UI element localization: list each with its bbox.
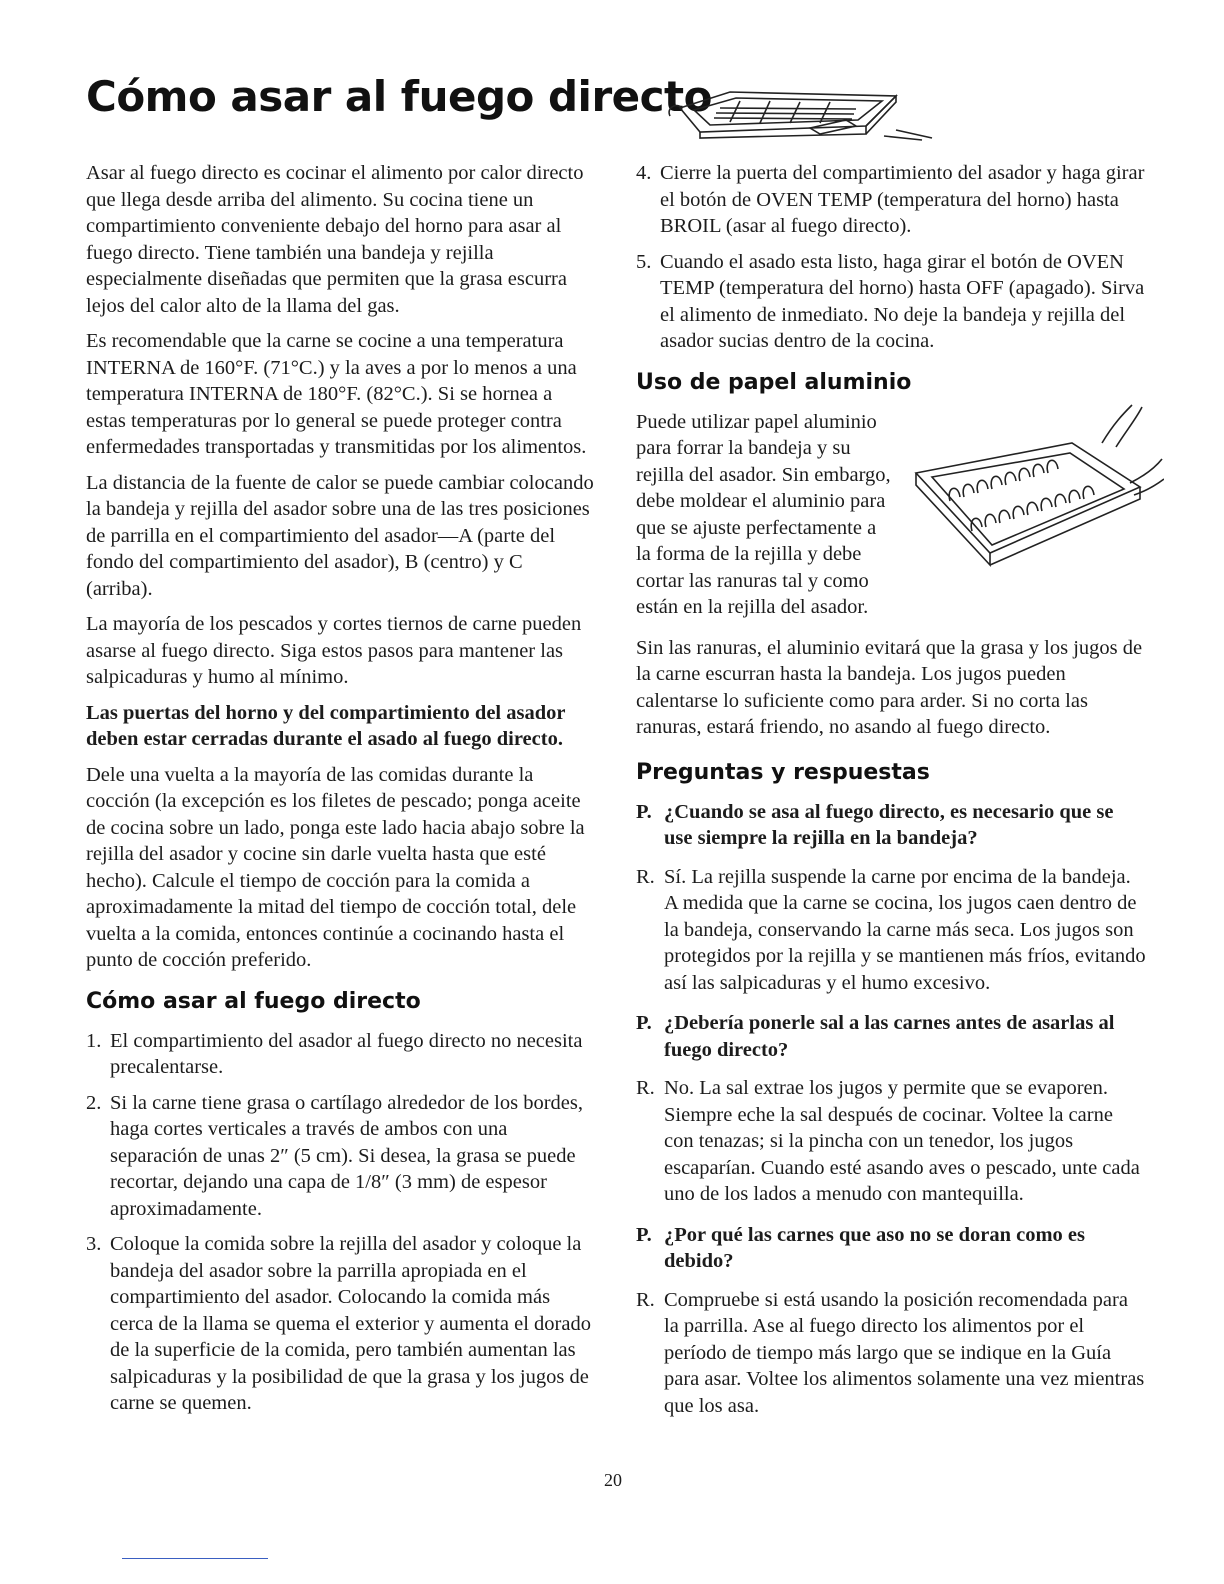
broil-steps-list-continued — [636, 160, 1146, 355]
answer-mark-label: R. — [636, 1077, 655, 1099]
answer-text: Compruebe si está usando la posición recomendada para la parrilla. Ase al fuego directo los alimentos por el período de tiempo más largo que se indique en la Guía para asar. Voltee los alimentos solamente una vez mientras que los asa. — [664, 1288, 1145, 1417]
footer-rule — [122, 1558, 268, 1559]
step-text: Cuando el asado esta listo, haga girar el botón de OVEN TEMP (temperatura del horno) hasta OFF (apagado). Sirva el alimento de inmediato. No deje la bandeja y rejilla del asador sucias dentro de la cocina. — [660, 250, 1145, 352]
answer-text: Sí. La rejilla suspende la carne por encima de la bandeja. A medida que la carne se cocina, los jugos caen dentro de la bandeja, conservando la carne más seca. Los jugos son protegidos por la rejilla y se mantienen más fríos, evitando así las salpicaduras y el humo excesivo. — [664, 865, 1146, 994]
step-text: Coloque la comida sobre la rejilla del asador y coloque la bandeja del asador sobre la parrilla apropiada en el compartimiento del asador. Colocando la comida más cerca de la llama se quema el exterior y aumenta el dorado de la superficie de la comida, pero también aumentan las salpicaduras y la posibilidad de que la grasa y los jugos de carne se quemen. — [110, 1233, 591, 1414]
section-heading-broil: Cómo asar al fuego directo — [86, 988, 421, 1014]
broil-steps-list — [86, 1028, 594, 1417]
answer — [636, 864, 1146, 997]
question-mark-label: P. — [636, 1223, 652, 1246]
intro-paragraph-4: La mayoría de los pescados y cortes tiernos de carne pueden asarse al fuego directo. Siga estos pasos para mantener las salpicaduras y humo al mínimo. — [86, 613, 582, 688]
question — [636, 1222, 1146, 1275]
qa-item — [636, 799, 1146, 997]
step-number: 3. — [86, 1233, 102, 1255]
broiler-pan-illustration — [660, 78, 936, 144]
left-column — [86, 160, 594, 1426]
intro-paragraph-2: Es recomendable que la carne se cocine a una temperatura INTERNA de 160°F. (71°C.) y la aves a por lo menos a una temperatura INTERNA de 180°F. (82°C.). Si se hornea a estas temperaturas por lo general se puede proteger contra enfermedades transportadas y transmitidas por los alimentos. — [86, 330, 587, 458]
step-item — [86, 1090, 594, 1223]
turn-food-paragraph: Dele una vuelta a la mayoría de las comidas durante la cocción (la excepción es los filetes de pescado; ponga aceite de cocina sobre un lado, ponga este lado hacia abajo sobre la rejilla del asador y cocine sin darle vuelta hasta que esté hecho). Calcule el tiempo de cocción para la comida a aproximadamente la mitad del tiempo de cocción total, dele vuelta a la comida, entonces continúe a cocinando hasta el punto de cocción preferido. — [86, 763, 585, 971]
qa-item — [636, 1010, 1146, 1208]
page-title: Cómo asar al fuego directo — [86, 72, 712, 121]
step-text: Cierre la puerta del compartimiento del asador y haga girar el botón de OVEN TEMP (temperatura del horno) hasta BROIL (asar al fuego directo). — [660, 162, 1145, 237]
step-number: 1. — [86, 1029, 102, 1052]
step-item — [636, 249, 1146, 355]
step-text: El compartimiento del asador al fuego directo no necesita precalentarse. — [110, 1029, 583, 1078]
question-text: ¿Debería ponerle sal a las carnes antes de asarlas al fuego directo? — [664, 1012, 1115, 1061]
step-number: 2. — [86, 1091, 102, 1114]
page-number: 20 — [604, 1470, 622, 1490]
qa-item — [636, 1222, 1146, 1420]
answer-mark-label: R. — [636, 1288, 655, 1311]
step-text: Si la carne tiene grasa o cartílago alrededor de los bordes, haga cortes verticales a través de ambos con una separación de unas 2″ (5 cm). Si desea, la grasa se puede recortar, dejando una capa de 1/8″ (3 mm) de espesor aproximadamente. — [110, 1091, 584, 1220]
section-heading-qa: Preguntas y respuestas — [636, 759, 930, 785]
step-item — [636, 160, 1146, 240]
foil-paragraph: Puede utilizar papel aluminio para forrar la bandeja y su rejilla del asador. Sin embargo, debe moldear el aluminio para que se ajuste perfectamente a la forma de la rejilla y debe cortar las ranuras tal y como están en la rejilla del asador. — [636, 410, 891, 618]
question-mark-label: P. — [636, 1012, 652, 1034]
section-heading-foil: Uso de papel aluminio — [636, 369, 912, 395]
question-text: ¿Cuando se asa al fuego directo, es necesario que se use siempre la rejilla en la bandeja? — [664, 800, 1114, 849]
question-text: ¿Por qué las carnes que aso no se doran como es debido? — [664, 1223, 1086, 1272]
step-number: 4. — [636, 162, 652, 184]
answer — [636, 1287, 1146, 1420]
intro-paragraph-3: La distancia de la fuente de calor se puede cambiar colocando la bandeja y rejilla del asador sobre una de las tres posiciones de parrilla en el compartimiento del asador—A (parte del fondo del compartimiento del asador), B (centro) y C (arriba). — [86, 471, 594, 600]
step-item — [86, 1231, 594, 1417]
question — [636, 1010, 1146, 1063]
step-item — [86, 1028, 594, 1081]
question — [636, 799, 1146, 852]
answer — [636, 1075, 1146, 1208]
foil-pan-illustration — [902, 403, 1164, 573]
answer-text: No. La sal extrae los jugos y permite que se evaporen. Siempre eche la sal después de cocinar. Voltee la carne con tenazas; si la pincha con un tenedor, los jugos escaparían. Cuando esté asando aves o pescado, unte cada uno de los lados a menudo con mantequilla. — [664, 1077, 1140, 1205]
answer-mark-label: R. — [636, 865, 655, 888]
foil-paragraph-2: Sin las ranuras, el aluminio evitará que la grasa y los jugos de la carne escurran hasta la bandeja. Los jugos pueden calentarse lo suficiente como para arder. Si no corta las ranuras, estará friendo, no asando al fuego directo. — [636, 636, 1143, 738]
doors-closed-note: Las puertas del horno y del compartimiento del asador deben estar cerradas durante el asado al fuego directo. — [86, 701, 566, 750]
question-mark-label: P. — [636, 800, 652, 823]
intro-paragraph-1: Asar al fuego directo es cocinar el alimento por calor directo que llega desde arriba del alimento. Su cocina tiene un compartimiento conveniente debajo del horno para asar al fuego directo. Tiene también una bandeja y rejilla especialmente diseñadas que permiten que la grasa escurra lejos del calor alto de la llama del gas. — [86, 162, 584, 317]
right-column — [636, 160, 1146, 1433]
step-number: 5. — [636, 250, 652, 273]
